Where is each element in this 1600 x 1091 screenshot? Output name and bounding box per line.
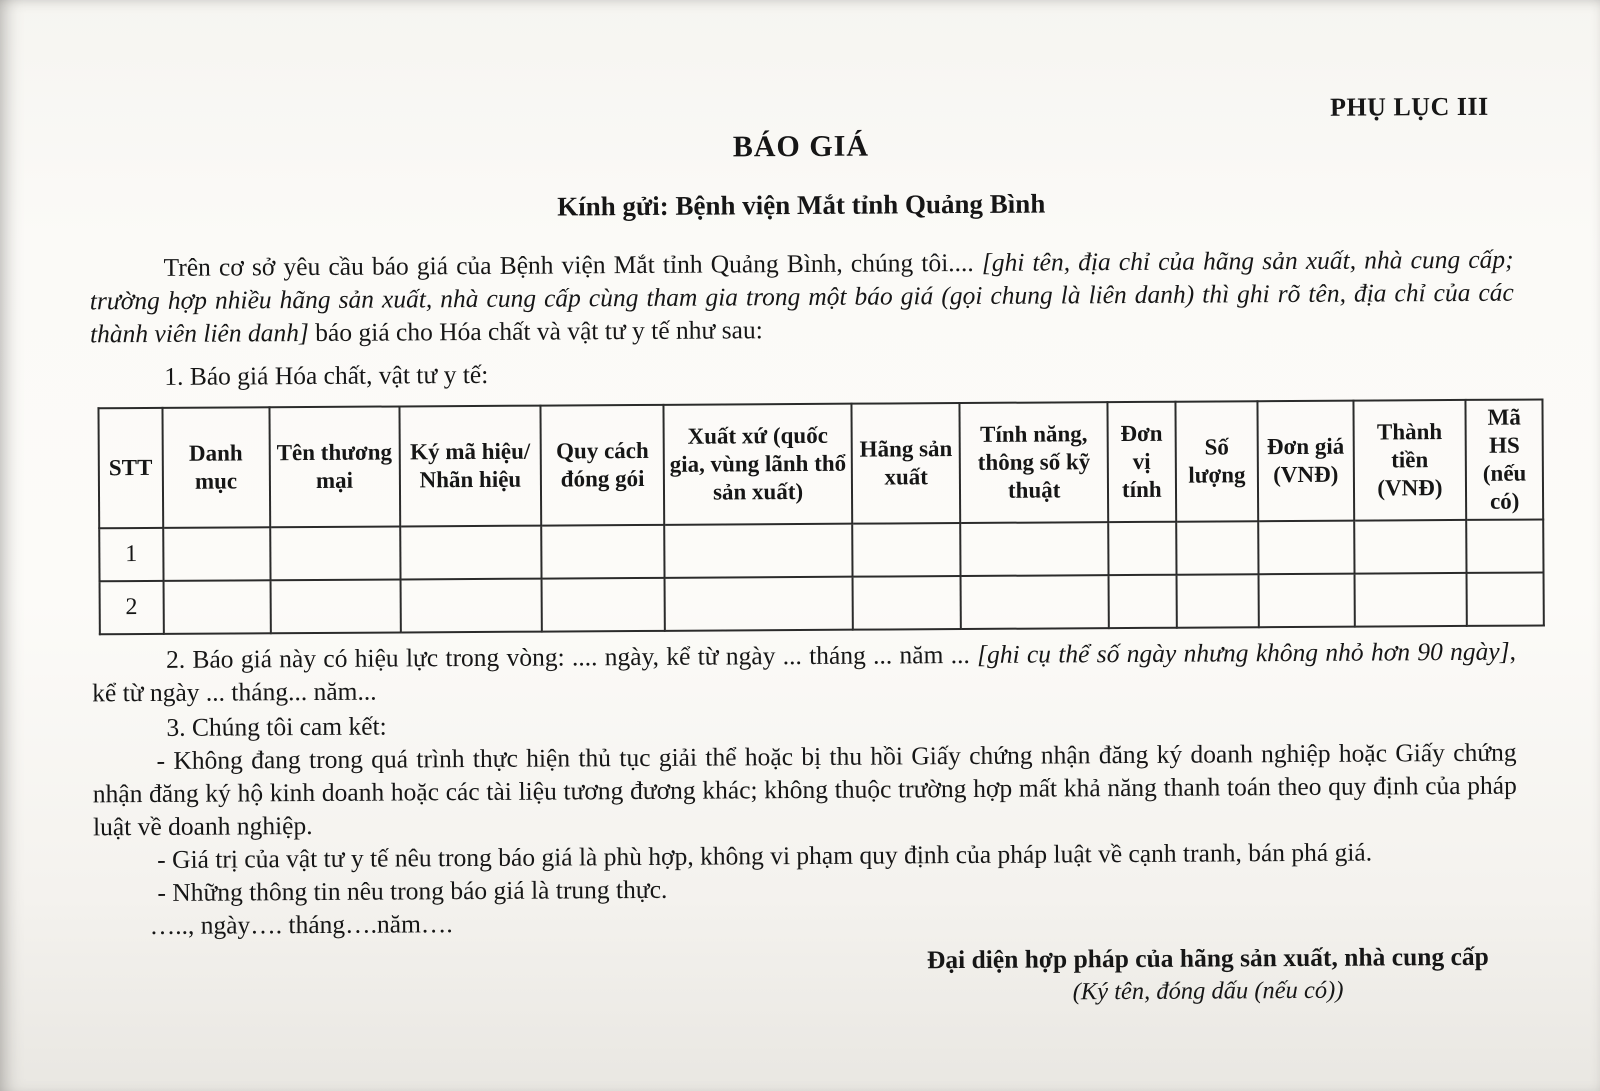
empty-cell [961,522,1109,576]
intro-text-2: báo giá cho Hóa chất và vật tư y tế như sau: [308,315,763,348]
section-1-heading: 1. Báo giá Hóa chất, vật tư y tế: [164,359,489,391]
empty-cell [1354,520,1467,574]
col-header-quy-cach: Quy cách đóng gói [541,405,665,526]
intro-instruction-note: [ghi tên, địa chỉ của hãng sản xuất, nhà cung cấp; trường hợp nhiều hãng sản xuất, nhà cung cấp cùng tham gia trong một báo giá (gọi chung là liên danh) thì ghi rõ tên, địa chỉ của các thành viên liên danh] [89,244,1514,349]
empty-cell [270,580,400,634]
col-header-so-luong: Số lượng [1175,401,1258,522]
empty-cell [1108,522,1176,575]
commitment-item-3: - Những thông tin nêu trong báo giá là trung thực. [157,875,668,908]
empty-cell [665,577,853,631]
quotation-table [97,398,1544,635]
intro-text-1: Trên cơ sở yêu cầu báo giá của Bệnh viện Mắt tỉnh Quảng Bình, chúng tôi.... [163,247,982,282]
col-header-ky-ma-hieu: Ký mã hiệu/ Nhãn hiệu [399,406,541,527]
empty-cell [1258,521,1354,575]
empty-cell [1259,574,1355,628]
empty-cell [852,523,961,577]
recipient-line: Kính gửi: Bệnh viện Mắt tỉnh Quảng Bình [557,188,1046,222]
table-row [100,573,1544,635]
empty-cell [961,575,1109,629]
appendix-label: PHỤ LỤC III [1329,91,1489,122]
section-2-text-1: 2. Báo giá này có hiệu lực trong vòng: .... ngày, kể từ ngày ... tháng ... năm ... [165,640,978,675]
signature-note: (Ký tên, đóng dấu (nếu có)) [1072,976,1344,1006]
empty-cell [1108,575,1176,628]
empty-cell [163,527,270,581]
empty-cell [270,527,400,581]
col-header-danh-muc: Danh mục [162,407,270,528]
empty-cell [400,579,542,633]
col-header-don-gia: Đơn giá (VNĐ) [1258,401,1354,522]
empty-cell [664,524,852,578]
section-2-instruction-note: [ghi cụ thể số ngày nhưng không nhỏ hơn 90 ngày] [977,636,1510,670]
row-number-cell: 2 [100,581,164,634]
signature-title: Đại diện hợp pháp của hãng sản xuất, nhà cung cấp [926,941,1489,975]
signature-block [888,942,1528,1008]
empty-cell [853,576,962,630]
empty-cell [163,580,270,634]
col-header-ma-hs: Mã HS (nếu có) [1466,399,1543,520]
col-header-don-vi-tinh: Đơn vị tính [1107,402,1176,523]
empty-cell [1466,520,1543,573]
empty-cell [542,578,665,632]
commitment-item-2: - Giá trị của vật tư y tế nêu trong báo giá là phù hợp, không vi phạm quy định của pháp luật về cạnh tranh, bán phá giá. [157,837,1373,875]
section-2-paragraph [92,635,1516,710]
col-header-tinh-nang: Tính năng, thông số kỹ thuật [960,402,1108,523]
col-header-thanh-tien: Thành tiền (VNĐ) [1353,400,1466,521]
table-row [99,520,1543,582]
empty-cell [1176,521,1259,575]
section-3-heading: 3. Chúng tôi cam kết: [166,711,387,743]
commitment-item-1: - Không đang trong quá trình thực hiện thủ tục giải thể hoặc bị thu hồi Giấy chứng nhận đăng ký doanh nghiệp hoặc Giấy chứng nhận đăng ký hộ kinh doanh hoặc các tài liệu tương đương khác; không thuộc trường hợp mất khả năng thanh toán theo quy định của pháp luật về doanh nghiệp. [92,737,1517,842]
col-header-xuat-xu: Xuất xứ (quốc gia, vùng lãnh thổ sản xuất) [664,404,853,525]
empty-cell [1176,574,1259,628]
empty-cell [1354,573,1467,627]
document-title: BÁO GIÁ [732,129,870,164]
empty-cell [541,525,664,579]
col-header-ten-thuong-mai: Tên thương mại [269,406,400,527]
row-number-cell: 1 [99,528,163,581]
table-header-row [98,399,1543,528]
date-placeholder-line: ….., ngày…. tháng….năm…. [149,909,453,941]
col-header-hang-san-xuat: Hãng sản xuất [851,403,960,524]
intro-paragraph [90,243,1515,351]
col-header-stt: STT [98,408,162,529]
section-2-text-2: , kể từ ngày ... tháng... năm... [92,636,1517,708]
empty-cell [400,526,542,580]
empty-cell [1467,573,1544,626]
